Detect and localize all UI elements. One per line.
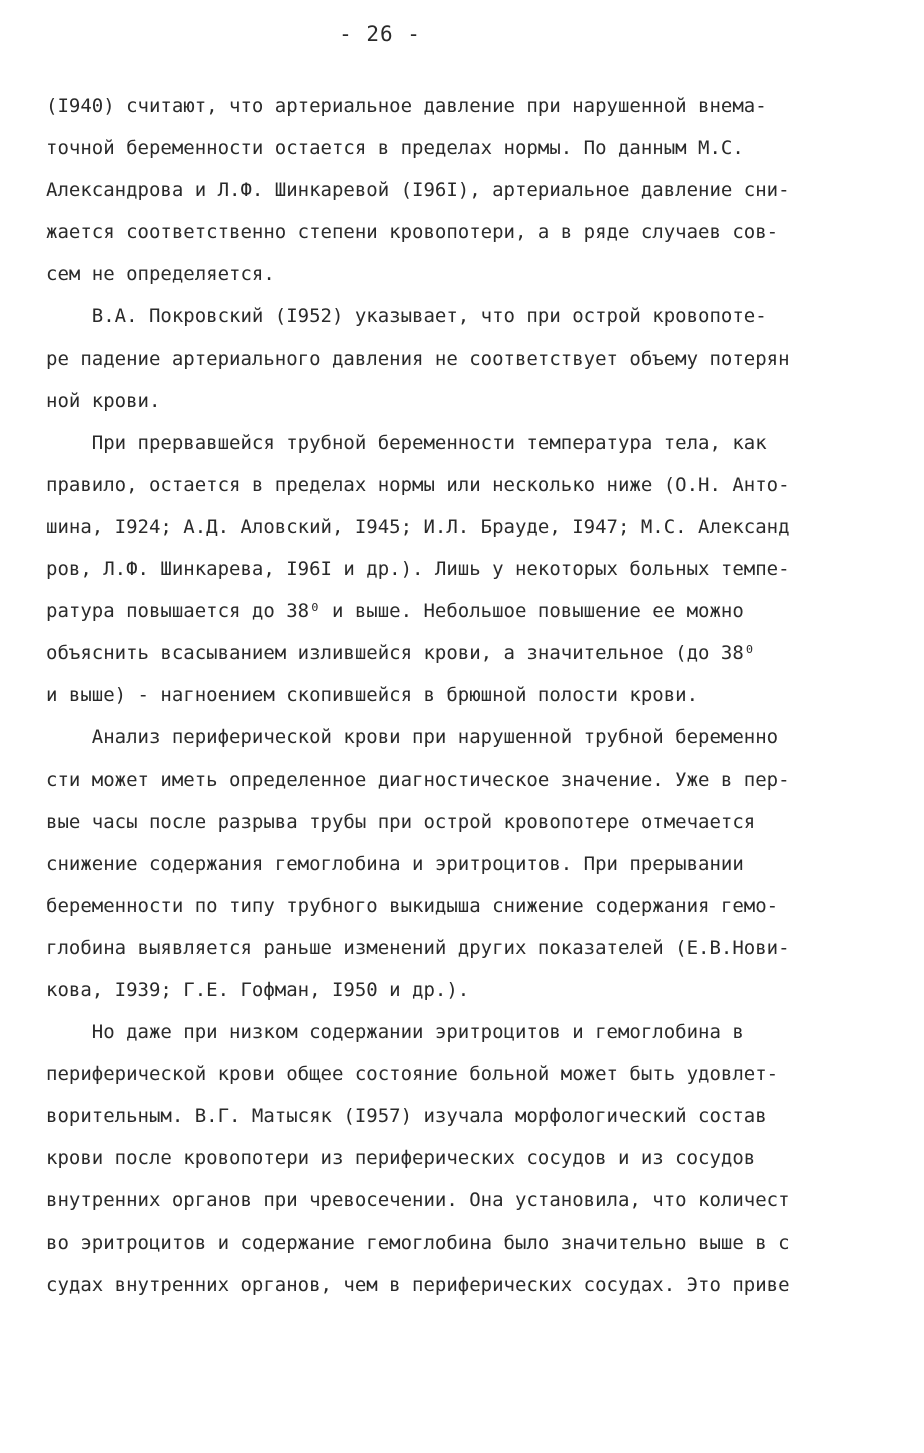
page-number: - 26 - [339,22,421,46]
document-body [46,85,876,1306]
text-line: шина, I924; А.Д. Аловский, I945; И.Л. Брауде, I947; М.С. Александ [46,515,790,538]
text-line: жается соответственно степени кровопотери, а в ряде случаев сов- [46,221,779,244]
text-line: Анализ периферической крови при нарушенной трубной беременно [46,726,779,749]
text-line: (I940) считают, что артериальное давление при нарушенной внема- [46,95,767,117]
text-line: правило, остается в пределах нормы или несколько ниже (О.Н. Анто- [46,473,790,496]
text-line: сем не определяется. [46,263,275,286]
text-line: и выше) - нагноением скопившейся в брюшной полости крови. [46,684,699,707]
text-line: вые часы после разрыва трубы при острой кровопотере отмечается [46,810,756,833]
text-line: внутренних органов при чревосечении. Она установила, что количест [46,1189,790,1212]
text-line: беременности по типу трубного выкидыша снижение содержания гемо- [46,894,779,917]
text-line: Александрова и Л.Ф. Шинкаревой (I96I), артериальное давление сни- [46,179,790,202]
text-line: во эритроцитов и содержание гемоглобина было значительно выше в с [46,1231,790,1254]
text-line: объяснить всасыванием излившейся крови, а значительное (до 38⁰ [46,642,756,665]
text-line: сти может иметь определенное диагностическое значение. Уже в пер- [46,768,790,791]
text-line: ре падение артериального давления не соответствует объему потерян [46,347,790,370]
text-line: ров, Л.Ф. Шинкарева, I96I и др.). Лишь у некоторых больных темпе- [46,558,790,581]
text-line: ратура повышается до 38⁰ и выше. Небольшое повышение ее можно [46,600,744,623]
text-line: ворительным. В.Г. Матысяк (I957) изучала морфологический состав [46,1105,767,1128]
text-line: Но даже при низком содержании эритроцитов и гемоглобина в [46,1021,744,1044]
text-line: глобина выявляется раньше изменений других показателей (Е.В.Нови- [46,936,790,959]
text-line: снижение содержания гемоглобина и эритроцитов. При прерывании [46,852,744,875]
text-line: При прервавшейся трубной беременности температура тела, как [46,431,767,454]
text-line: периферической крови общее состояние больной может быть удовлет- [46,1063,779,1086]
text-line: судах внутренних органов, чем в периферических сосудах. Это приве [46,1273,790,1296]
text-line: точной беременности остается в пределах нормы. По данным М.С. [46,137,744,160]
text-line: В.А. Покровский (I952) указывает, что при острой кровопоте- [46,305,767,328]
text-line: крови после кровопотери из периферических сосудов и из сосудов [46,1147,756,1170]
text-line: кова, I939; Г.Е. Гофман, I950 и др.). [46,978,470,1001]
text-line: ной крови. [46,389,161,412]
